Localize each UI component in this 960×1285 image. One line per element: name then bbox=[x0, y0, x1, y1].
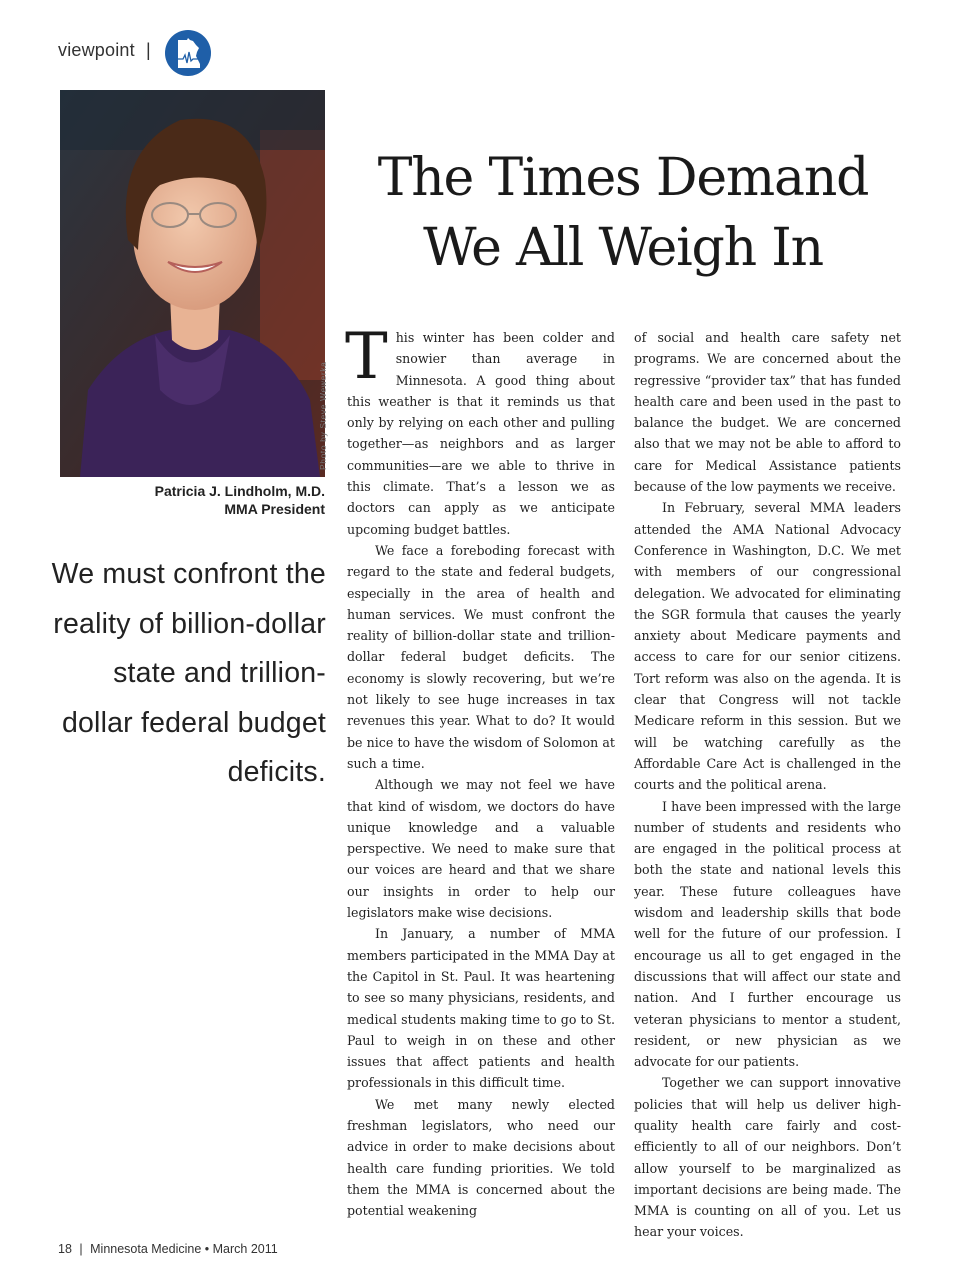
section-label bbox=[58, 40, 151, 61]
headline-line-2: We All Weigh In bbox=[423, 218, 823, 278]
article-paragraph: of social and health care safety net programs. We are concerned about the regressive “provider tax” that has funded health care and been used in the past to balance the budget. We are concerned also that we may not be able to afford to care for Medical Assistance patients because of the low payments we receive. bbox=[634, 330, 901, 495]
article-paragraph: Although we may not feel we have that kind of wisdom, we doctors do have unique knowledge and a valuable perspective. We need to make sure that our voices are heard and that we share our insights in order to help our legislators make wise decisions. bbox=[347, 777, 615, 921]
drop-cap: T bbox=[345, 320, 388, 394]
article-paragraph: This winter has been colder and snowier than average in Minnesota. A good thing about this weather is that it reminds us that only by relying on each other and pulling together—as neighbors and as larger communities—are we able to thrive in this climate. That’s a lesson we as doctors can apply as we anticipate upcoming budget battles. bbox=[345, 320, 615, 537]
publication-info: Minnesota Medicine • March 2011 bbox=[90, 1242, 278, 1256]
photo-credit: Photo by Steve Wewerka bbox=[318, 361, 328, 470]
article-column-2 bbox=[634, 327, 901, 1240]
photo-caption bbox=[60, 482, 325, 518]
article-paragraph: Together we can support innovative policies that will help us deliver high-quality health care fairly and cost-efficiently to all of our neighbors. Don’t allow yourself to be marginalized as important decisions are being made. The MMA is counting on all of you. Let us hear your voices. bbox=[634, 1075, 901, 1240]
article-paragraph: I have been impressed with the large number of students and residents who are engaged in the political process at both the state and national levels this year. These future colleagues have wisdom and leadership skills that bode well for the future of our profession. I encourage us all to get engaged in the discussions that will affect our state and nation. And I further encourage us veteran physicians to mentor a student, resident, or new physician as we advocate for our patients. bbox=[634, 798, 901, 1070]
article-column-1 bbox=[345, 320, 615, 1219]
article-headline bbox=[358, 143, 888, 283]
caption-name: Patricia J. Lindholm, M.D. bbox=[154, 483, 325, 499]
pull-quote: We must confront the reality of billion-dollar state and trillion-dollar federal budget deficits. bbox=[51, 558, 326, 788]
section-name: viewpoint bbox=[58, 40, 135, 60]
footer-separator: | bbox=[79, 1242, 83, 1256]
article-paragraph: In February, several MMA leaders attended the AMA National Advocacy Conference in Washington, D.C. We met with members of our congressional delegation. We advocated for eliminating the SGR formula that causes the yearly anxiety about Medicare payments and access to care for our senior citizens. Tort reform was also on the agenda. It is clear that Congress will not tackle Medicare reform in this session. But we will be watching carefully as the Affordable Care Act is challenged in the courts and the political arena. bbox=[634, 500, 901, 793]
minnesota-heartbeat-icon bbox=[165, 30, 211, 76]
article-paragraph: We met many newly elected freshman legislators, who need our advice in order to make decisions about health care funding priorities. We told them the MMA is concerned about the potential weakening bbox=[347, 1096, 615, 1219]
caption-title: MMA President bbox=[224, 501, 325, 517]
author-portrait bbox=[60, 90, 325, 477]
section-separator: | bbox=[146, 40, 151, 60]
page-footer bbox=[58, 1242, 278, 1256]
article-paragraph: We face a foreboding forecast with regard to the state and federal budgets, especially in the area of health and human services. We must confront the reality of billion-dollar state and trillion-dollar federal budget deficits. The economy is slowly recovering, but we’re not likely to see huge increases in tax revenues this year. What to do? It would be nice to have the wisdom of Solomon at such a time. bbox=[347, 542, 615, 771]
headline-line-1: The Times Demand bbox=[377, 148, 869, 208]
article-paragraph: In January, a number of MMA members participated in the MMA Day at the Capitol in St. Paul. It was heartening to see so many physicians, residents, and medical students making time to go to St. Paul to weigh in on these and other issues that affect patients and health professionals in this difficult time. bbox=[347, 926, 615, 1091]
page-number: 18 bbox=[58, 1242, 72, 1256]
